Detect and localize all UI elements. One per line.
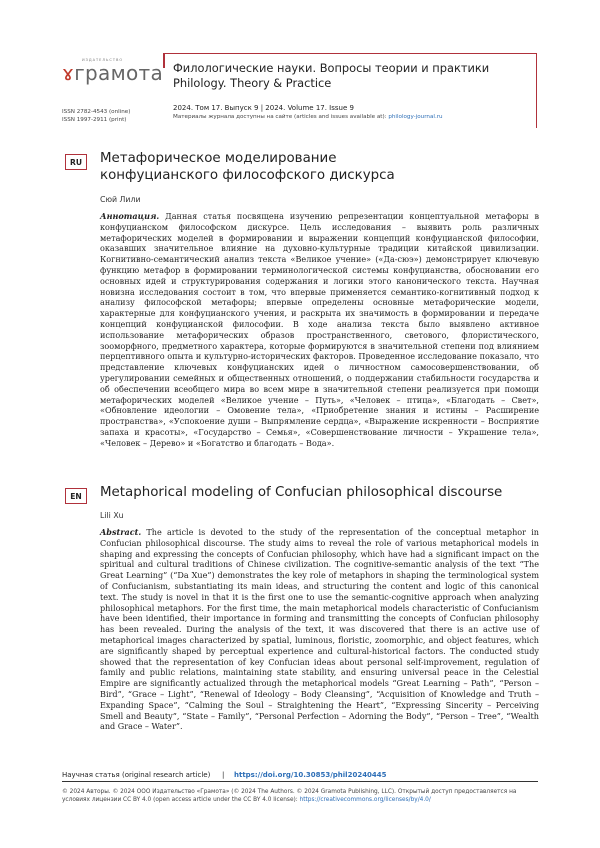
volume-line: 2024. Том 17. Выпуск 9 | 2024. Volume 17. Issue 9 <box>173 104 354 112</box>
license-link[interactable]: https://creativecommons.org/licenses/by/4.0/ <box>299 797 431 804</box>
abstract-text-en: The article is devoted to the study of the representation of the conceptual metaphor in Confucian philosophical discourse. The study aims to reveal the role of various metaphorical models in shaping and expressing the concepts of Confucian philosophy, which have had a significant impact on the spiritual and cultural traditions of Chinese civilization. The cognitive-semantic analysis of the text “The Great Learning” (“Da Xue”) demonstrates the key role of metaphors in shaping the terminological system of Confucianism, substantiating its main ideas, and structuring the content and logic of this canonical text. The study is novel in that it is the first one to use the semantic-cognitive approach when analyzing philosophical metaphors. For the first time, the main metaphorical models characteristic of Confucianism have been identified, their importance in forming and transmitting the concepts of Confucian philosophy has been revealed. During the analysis of the text, it was discovered that there is an active use of metaphorical images characterized by spatial, luminous, floristic, zoomorphic, and object features, which are significantly shaped by perceptual experience and cultural-historical factors. The conducted study showed that the representation of key Confucian ideas about personal self-improvement, regulation of family and public relations, maintaining state stability, and ensuring universal peace in the Celestial Empire are significantly actualized through the metaphorical models “Great Learning – Path”, “Person – Bird”, “Grace – Light”, “Renewal of Ideology – Body Cleansing”, “Acquisition of Knowledge and Truth – Expanding Space”, “Calming the Soul – Straightening the Heart”, “Expressing Sincerity – Perceiving Smell and Beauty”, “State – Family”, “Personal Perfection – Adorning the Body”, “Person – Tree”, “Wealth and Grace – Water”. <box>100 527 539 732</box>
lang-badge-ru: RU <box>65 154 87 170</box>
logo-super-text: ИЗДАТЕЛЬСТВО <box>82 58 124 62</box>
abstract-label-en: Abstract. <box>100 527 142 537</box>
issn-block <box>62 109 130 124</box>
doi-link[interactable]: https://doi.org/10.30853/phil20240445 <box>234 771 387 779</box>
publisher-logo <box>62 58 164 88</box>
header-frame-left <box>163 53 165 68</box>
article-title-en: Metaphorical modeling of Confucian philosophical discourse <box>100 485 503 500</box>
copyright-notice: © 2024 Авторы. © 2024 ООО Издательство «Грамота» (© 2024 The Authors. © 2024 Gramota Publishing, LLC). Открытый доступ предоставляется на условиях лицензии CC BY 4.0 (open access article under the CC BY 4.0 license): https://creativecommons.org/licenses/by/4.0/ <box>62 789 517 804</box>
abstract-en <box>100 527 539 732</box>
footer-rule <box>62 781 538 782</box>
logo-text: ɤграмота <box>62 61 164 85</box>
article-type: Научная статья (original research article) <box>62 771 211 779</box>
abstract-ru <box>100 211 539 449</box>
article-title-ru: Метафорическое моделирование конфуцианского философского дискурса <box>100 151 395 183</box>
abstract-text-ru: Данная статья посвящена изучению репрезентации концептуальной метафоры в конфуцианском философском дискурсе. Цель исследования – выявить роль различных метафорических моделей в формировании и выражении концепций конфуцианской философии, оказавших значительное влияние на духовно-культурные традиции китайской цивилизации. Когнитивно-семантический анализ текста «Великое учение» («Да-сюэ») демонстрирует ключевую функцию метафор в формировании терминологической системы конфуцианства, обосновании его основных идей и структурирования содержания и логики этого канонического текста. Научная новизна исследования состоит в том, что впервые применяется семантико-когнитивный подход к анализу философской метафоры; впервые определены основные метафорические модели, характерные для конфуцианского учения, и раскрыта их значимость в формировании и передаче концепций конфуцианской философии. В ходе анализа текста было выявлено активное использование метафорических образов пространственного, светового, флористического, зооморфного, предметного характера, которые формируются в значительной степени под влиянием перцептивного опыта и культурно-исторических факторов. Проведенное исследование показало, что представление ключевых конфуцианских идей о личностном самосовершенствовании, об урегулировании семейных и общественных отношений, о поддержании стабильности государства и об обеспечении всеобщего мира во всем мире в значительной степени реализуется при помощи метафорических моделей «Великое учение – Путь», «Человек – птица», «Благодать – Свет», «Обновление идеологии – Омовение тела», «Приобретение знания и истины – Расширение пространства», «Успокоение души – Выпрямление сердца», «Выражение искренности – Восприятие запаха и красоты», «Государство – Семья», «Совершенствование личности – Украшение тела», «Человек – Дерево» и «Богатство и благодать – Вода». <box>100 211 539 448</box>
journal-title-en: Philology. Theory & Practice <box>173 76 332 90</box>
author-ru: Сюй Лили <box>100 195 141 204</box>
issn-online: ISSN 2782-4543 (online) <box>62 109 131 115</box>
journal-site-link[interactable]: philology-journal.ru <box>388 114 443 120</box>
journal-title <box>173 61 533 91</box>
issn-print: ISSN 1997-2911 (print) <box>62 116 127 123</box>
author-en: Lili Xu <box>100 511 124 520</box>
availability-line: Материалы журнала доступны на сайте (articles and issues available at): philology-journal.ru <box>173 114 443 120</box>
journal-title-ru: Филологические науки. Вопросы теории и практики <box>173 61 490 75</box>
abstract-label-ru: Аннотация. <box>100 211 160 221</box>
lang-badge-en: EN <box>65 488 87 504</box>
footer-separator: | <box>222 771 225 779</box>
logo-mark-icon: ɤ <box>62 61 75 85</box>
